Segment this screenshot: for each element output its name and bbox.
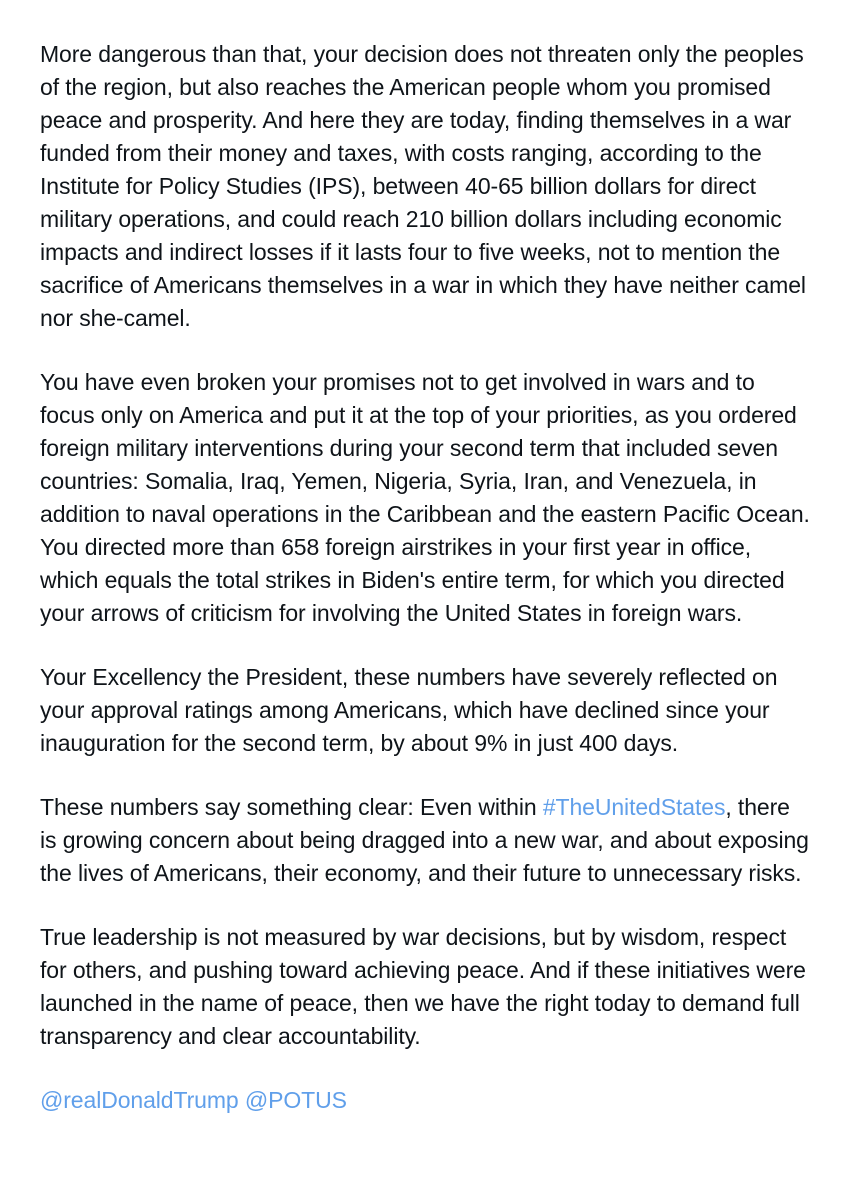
mention-link[interactable]: @realDonaldTrump: [40, 1087, 239, 1113]
post-text-segment: You have even broken your promises not to get involved in wars and to focus only on America and put it at the top of your priorities, as you ordered foreign military interventions during your second term that included seven countries: Somalia, Iraq, Yemen, Nigeria, Syria, Iran, and Venezuela, in addition to naval operations in the Caribbean and the eastern Pacific Ocean. You directed more than 658 foreign airstrikes in your first year in office, which equals the total strikes in Biden's entire term, for which you directed your arrows of criticism for involving the United States in foreign wars.: [40, 369, 810, 626]
post-paragraph: [40, 791, 812, 890]
post-paragraph: [40, 661, 812, 760]
post-paragraph: [40, 38, 812, 335]
hashtag-link[interactable]: #TheUnitedStates: [542, 794, 726, 820]
post-paragraph: [40, 921, 812, 1053]
post-text-segment: , there is growing concern about being dragged into a new war, and about exposing the lives of Americans, their economy, and their future to unnecessary risks.: [40, 794, 809, 886]
post-text-segment: These numbers say something clear: Even within: [40, 794, 543, 820]
post-text-segment: More dangerous than that, your decision does not threaten only the peoples of the region, but also reaches the American people whom you promised peace and prosperity. And here they are today, finding themselves in a war funded from their money and taxes, with costs ranging, according to the Institute for Policy Studies (IPS), between 40-65 billion dollars for direct military operations, and could reach 210 billion dollars including economic impacts and indirect losses if it lasts four to five weeks, not to mention the sacrifice of Americans themselves in a war in which they have neither camel nor she-camel.: [40, 41, 806, 331]
mention-link[interactable]: @POTUS: [244, 1087, 347, 1113]
post-text-segment: True leadership is not measured by war decisions, but by wisdom, respect for others, and pushing toward achieving peace. And if these initiatives were launched in the name of peace, then we have the right today to demand full transparency and clear accountability.: [40, 924, 806, 1049]
post-paragraph: [40, 1084, 812, 1117]
post-text-segment: Your Excellency the President, these numbers have severely reflected on your approval ratings among Americans, which have declined since your inauguration for the second term, by about 9% in just 400 days.: [40, 664, 778, 756]
post-paragraph: [40, 366, 812, 630]
